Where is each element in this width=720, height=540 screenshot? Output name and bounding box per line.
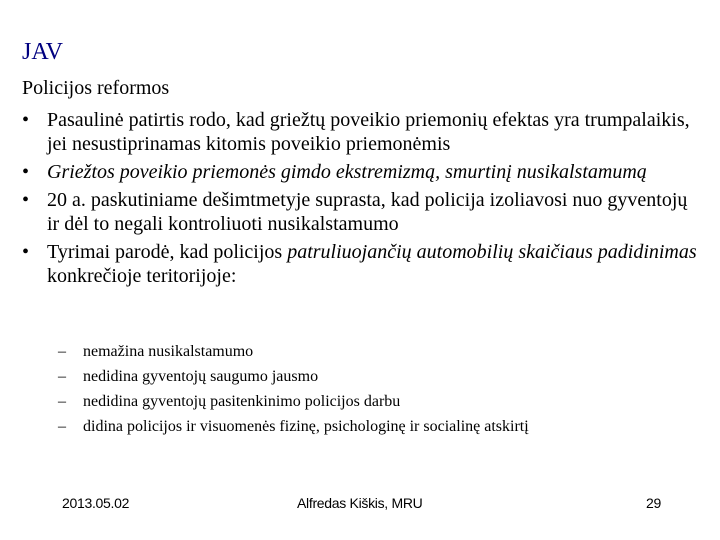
- dash-icon: –: [58, 368, 66, 385]
- dash-icon: –: [58, 343, 66, 360]
- sub-bullet-text: nedidina gyventojų saugumo jausmo: [83, 368, 319, 385]
- footer-author: Alfredas Kiškis, MRU: [297, 495, 423, 511]
- sub-bullet-text: didina policijos ir visuomenės fizinę, psichologinę ir socialinę atskirtį: [83, 418, 529, 435]
- bullet-item: [22, 188, 702, 236]
- sub-bullet-text: nedidina gyventojų pasitenkinimo policijos darbu: [83, 393, 401, 410]
- bullet-icon: •: [22, 241, 30, 263]
- sub-bullet-item: [58, 389, 698, 414]
- bullet-text: 20 a. paskutiniame dešimtmetyje suprasta, kad policija izoliavosi nuo gyventojų ir dėl to negali kontroliuoti nusikalstamumo: [47, 189, 688, 235]
- slide-subtitle: Policijos reformos: [22, 77, 170, 99]
- bullet-item: [22, 240, 702, 288]
- bullet-text-italic: patruliuojančių automobilių skaičiaus padidinimas: [287, 241, 697, 263]
- bullet-text: Griežtos poveikio priemonės gimdo ekstremizmą, smurtinį nusikalstamumą: [47, 161, 647, 183]
- sub-bullet-text: nemažina nusikalstamumo: [83, 343, 254, 360]
- bullet-item: [22, 160, 702, 184]
- sub-bullet-item: [58, 414, 698, 439]
- bullet-text-after: konkrečioje teritorijoje:: [47, 265, 237, 287]
- bullet-icon: •: [22, 109, 30, 131]
- dash-icon: –: [58, 418, 66, 435]
- sub-bullet-item: [58, 364, 698, 389]
- bullet-list: [22, 108, 702, 292]
- bullet-icon: •: [22, 189, 30, 211]
- bullet-icon: •: [22, 161, 30, 183]
- footer-date: 2013.05.02: [62, 495, 130, 511]
- slide-title: JAV: [22, 39, 63, 65]
- sub-bullet-list: [58, 339, 698, 439]
- sub-bullet-item: [58, 339, 698, 364]
- bullet-text-before: Tyrimai parodė, kad policijos: [47, 241, 288, 263]
- dash-icon: –: [58, 393, 66, 410]
- bullet-text: Pasaulinė patirtis rodo, kad griežtų poveikio priemonių efektas yra trumpalaikis, jei nesustiprinamas kitomis poveikio priemonėmis: [47, 109, 690, 155]
- bullet-item: [22, 108, 702, 156]
- footer-page-number: 29: [646, 495, 661, 511]
